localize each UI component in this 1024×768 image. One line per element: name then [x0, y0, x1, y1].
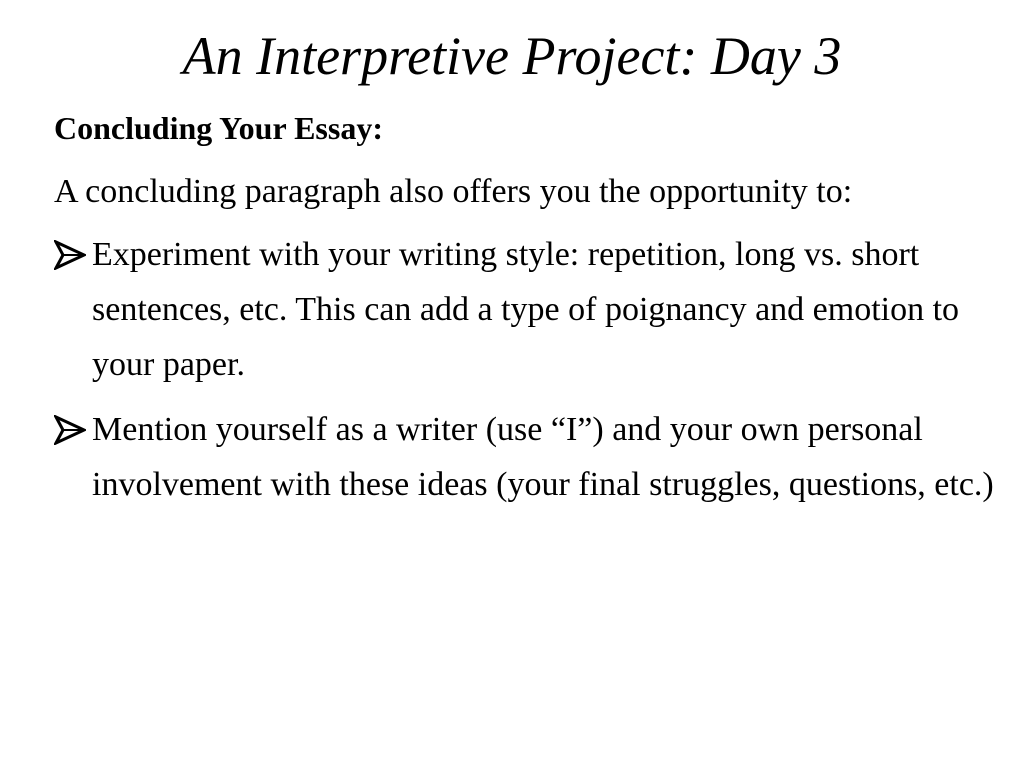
- bullet-item: [54, 402, 1002, 512]
- arrowhead-bullet-icon: [54, 415, 86, 445]
- arrowhead-bullet-icon: [54, 240, 86, 270]
- bullet-item: [54, 227, 1002, 392]
- slide-content: [54, 104, 1004, 522]
- intro-paragraph: A concluding paragraph also offers you the opportunity to:: [54, 173, 853, 210]
- bullet-text: Mention yourself as a writer (use “I”) and your own personal involvement with these ideas (your final struggles, questions, etc.): [92, 411, 994, 503]
- bullet-text: Experiment with your writing style: repetition, long vs. short sentences, etc. This can add a type of poignancy and emotion to your paper.: [92, 236, 960, 383]
- slide-title: An Interpretive Project: Day 3: [182, 26, 842, 86]
- section-heading: Concluding Your Essay:: [54, 110, 383, 146]
